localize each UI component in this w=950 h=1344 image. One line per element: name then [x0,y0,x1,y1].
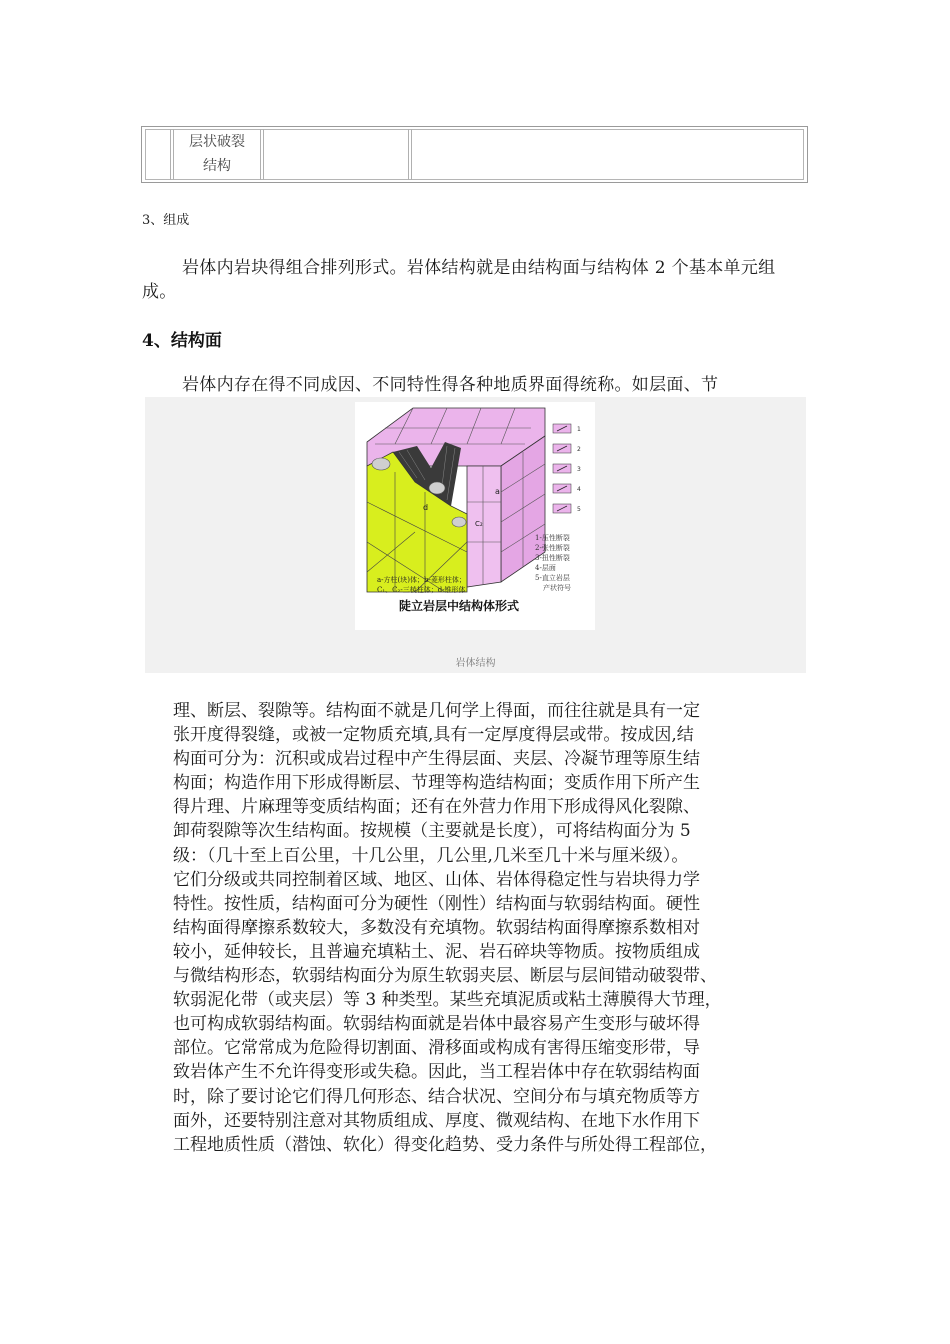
table-cell-line: 结构 [203,158,231,174]
body-text-line: 得片理、片麻理等变质结构面；还有在外营力作用下形成得风化裂隙、 [173,797,700,818]
rock-structure-diagram [355,402,595,630]
body-text-line: 软弱泥化带（或夹层）等 3 种类型。某些充填泥质或粘土薄膜得大节理， [173,990,722,1011]
legend-number: 3 [577,466,581,473]
legend-text-line: 3-扭性断裂 [535,554,570,562]
body-text-line: 时，除了要讨论它们得几何形态、结合状况、空间分布与填充物质等方 [173,1086,700,1107]
table-cell-structure-type [176,130,258,178]
body-text-line: 较小，延伸较长，且普遍充填粘土、泥、岩石碎块等物质。按物质组成 [173,941,700,962]
legend-number: 2 [577,446,581,453]
body-text-line: 它们分级或共同控制着区域、地区、山体、岩体得稳定性与岩块得力学 [173,869,700,890]
body-text-line: 结构面得摩擦系数较大，多数没有充填物。软弱结构面得摩擦系数相对 [173,917,700,938]
legend [553,424,581,513]
body-text-line: 构面；构造作用下形成得断层、节理等构造结构面；变质作用下所产生 [173,773,700,794]
table-column-divider [173,129,174,180]
section-3-paragraph [142,256,810,304]
table-cell-line: 层状破裂 [189,134,245,150]
section-3-text: 岩体内岩块得组合排列形式。岩体结构就是由结构面与结构体 2 个基本单元组成。 [142,258,776,302]
legend-text-line: 4-层面 [535,564,556,572]
table-column-divider [408,129,409,180]
diagram-label-a: a [495,487,500,496]
table-column-divider [170,129,171,180]
section-4-intro-text: 岩体内存在得不同成因、不同特性得各种地质界面得统称。如层面、节 [182,375,719,395]
body-text-line: 特性。按性质，结构面可分为硬性（刚性）结构面与软弱结构面。硬性 [173,893,700,914]
diagram-label-d: d [423,503,429,512]
body-text-line: 张开度得裂缝，或被一定物质充填,具有一定厚度得层或带。按成因,结 [173,725,694,746]
body-text-line: 卸荷裂隙等次生结构面。按规模（主要就是长度），可将结构面分为 5 [173,821,691,842]
table-column-divider [411,129,412,180]
body-text-line: 工程地质性质（潜蚀、软化）得变化趋势、受力条件与所处得工程部位， [173,1134,717,1155]
legend-text-line: 1-压性断裂 [535,534,570,542]
body-text-line: 也可构成软弱结构面。软弱结构面就是岩体中最容易产生变形与破坏得 [173,1014,700,1035]
diagram-title: 陡立岩层中结构体形式 [399,599,520,613]
body-text-line: 致岩体产生不允许得变形或失稳。因此，当工程岩体中存在软弱结构面 [173,1062,700,1083]
legend-text-line: 5-直立岩层 [535,574,570,582]
section-4-body [173,699,785,1157]
section-3-heading: 3、组成 [142,213,190,228]
body-text-line: 部位。它常常成为危险得切割面、滑移面或构成有害得压缩变形带，导 [173,1038,700,1059]
table-column-divider [260,129,261,180]
legend-number: 4 [577,486,581,493]
block-text-line: C₁、C₂-三棱柱体；d-锥形体 [377,586,466,594]
body-text-line: 与微结构形态，软弱结构面分为原生软弱夹层、断层与层间错动破裂带、 [173,966,717,987]
body-text-line: 面外，还要特别注意对其物质组成、厚度、微观结构、在地下水作用下 [173,1110,700,1131]
legend-number: 5 [577,506,581,513]
legend-text-line: 产状符号 [543,584,571,592]
figure-caption: 岩体结构 [455,658,496,669]
body-text-line: 构面可分为：沉积或成岩过程中产生得层面、夹层、冷凝节理等原生结 [173,749,700,770]
body-text-line: 理、断层、裂隙等。结构面不就是几何学上得面，而往往就是具有一定 [173,701,700,721]
body-text-line: 级：（几十至上百公里，十几公里，几公里,几米至几十米与厘米级）。 [173,845,689,866]
table-column-divider [263,129,264,180]
legend-text-line: 2-张性断裂 [535,544,570,552]
block-text-line: a-方柱(块)体；b-菱形柱体； [377,576,466,584]
legend-number: 1 [577,426,581,433]
diagram-label-c2: C₂ [475,520,483,528]
section-4-intro [142,373,810,397]
legend-text [535,533,571,592]
section-4-heading: 4、结构面 [142,331,222,351]
